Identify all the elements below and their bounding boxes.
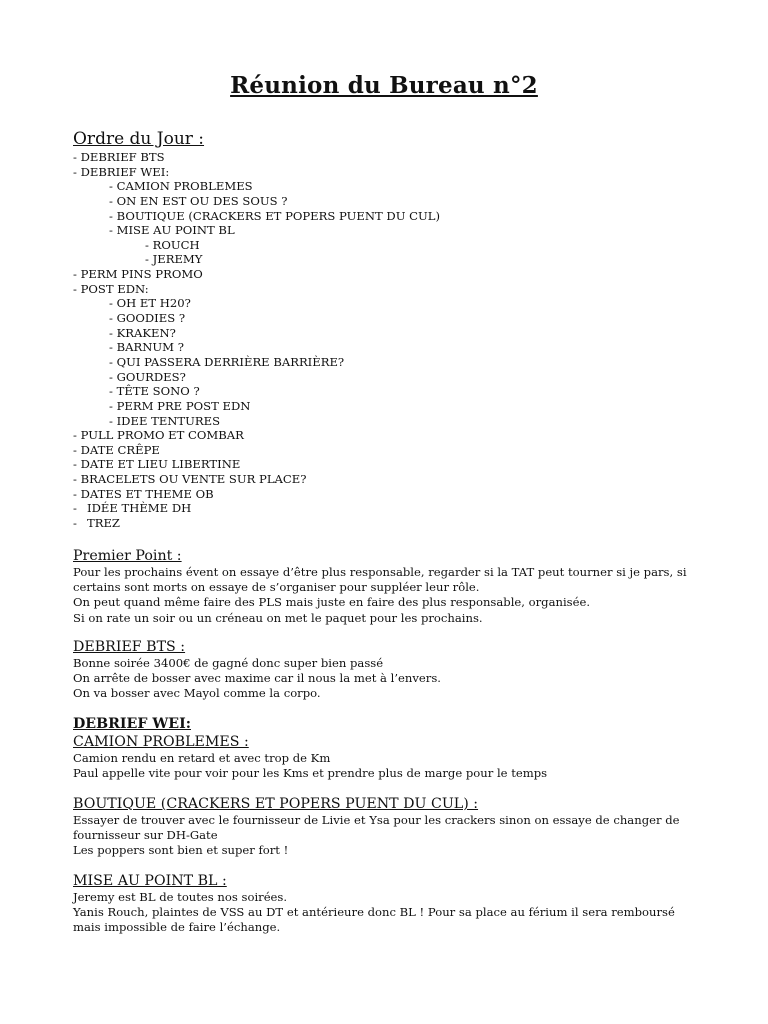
agenda-item: - GOURDES? bbox=[109, 369, 186, 384]
section-paragraph: Si on rate un soir ou un créneau on met le paquet pour les prochains. bbox=[73, 610, 483, 625]
agenda-item: - POST EDN: bbox=[73, 281, 149, 296]
agenda-item: - PULL PROMO ET COMBAR bbox=[73, 428, 244, 443]
agenda-list bbox=[73, 150, 440, 531]
agenda-item bbox=[73, 516, 440, 531]
agenda-item: - DATE CRÊPE bbox=[73, 442, 160, 457]
section-paragraph: Les poppers sont bien et super fort ! bbox=[73, 843, 289, 858]
bullet-dash: - bbox=[73, 516, 77, 531]
agenda-item: - TÊTE SONO ? bbox=[109, 384, 200, 399]
section-heading: DEBRIEF BTS : bbox=[73, 639, 186, 655]
agenda-item: - QUI PASSERA DERRIÈRE BARRIÈRE? bbox=[109, 354, 345, 369]
agenda-item: - DEBRIEF BTS bbox=[73, 150, 165, 164]
section-debrief-wei bbox=[73, 716, 693, 781]
agenda-item: - MISE AU POINT BL bbox=[109, 223, 235, 238]
section-heading: Premier Point : bbox=[73, 548, 182, 564]
agenda-item: - BARNUM ? bbox=[109, 340, 184, 355]
section-paragraph: Essayer de trouver avec le fournisseur de Livie et Ysa pour les crackers sinon on essaye de changer de fournisseur sur DH-Gate bbox=[73, 813, 680, 843]
section-debrief-bts bbox=[73, 639, 693, 702]
agenda-item: - DATE ET LIEU LIBERTINE bbox=[73, 457, 241, 472]
agenda-item: - BOUTIQUE (CRACKERS ET POPERS PUENT DU CUL) bbox=[109, 208, 441, 223]
agenda-item: - ROUCH bbox=[145, 237, 200, 252]
section-subheading: CAMION PROBLEMES : bbox=[73, 734, 249, 750]
section-premier-point bbox=[73, 548, 693, 626]
agenda-item-text: TREZ bbox=[87, 516, 120, 531]
agenda-item: - DATES ET THEME OB bbox=[73, 486, 214, 501]
section-paragraph: On peut quand même faire des PLS mais juste en faire des plus responsable, organisée. bbox=[73, 595, 591, 610]
page-title: Réunion du Bureau n°2 bbox=[230, 72, 538, 99]
section-paragraph: Paul appelle vite pour voir pour les Kms et prendre plus de marge pour le temps bbox=[73, 766, 548, 781]
section-paragraph: Camion rendu en retard et avec trop de Km bbox=[73, 751, 331, 765]
agenda-item bbox=[73, 501, 440, 516]
agenda-item: - KRAKEN? bbox=[109, 325, 176, 340]
section-boutique bbox=[73, 796, 693, 859]
agenda-heading: Ordre du Jour : bbox=[73, 129, 205, 149]
section-mise-au-point-bl bbox=[73, 873, 693, 936]
agenda-item: - PERM PINS PROMO bbox=[73, 267, 203, 282]
agenda-item: - BRACELETS OU VENTE SUR PLACE? bbox=[73, 472, 307, 487]
section-paragraph: Yanis Rouch, plaintes de VSS au DT et antérieure donc BL ! Pour sa place au férium il sera remboursé mais impossible de faire l’échange. bbox=[73, 905, 675, 935]
agenda-item: - OH ET H20? bbox=[109, 296, 191, 311]
agenda-item-text: IDÉE THÈME DH bbox=[87, 501, 192, 516]
bullet-dash: - bbox=[73, 501, 77, 516]
section-paragraph: Jeremy est BL de toutes nos soirées. bbox=[73, 890, 288, 904]
agenda-item: - JEREMY bbox=[145, 252, 203, 267]
section-heading: DEBRIEF WEI: bbox=[73, 716, 191, 732]
agenda-item: - GOODIES ? bbox=[109, 311, 186, 326]
section-heading: MISE AU POINT BL : bbox=[73, 873, 227, 889]
section-paragraph: On va bosser avec Mayol comme la corpo. bbox=[73, 686, 321, 701]
section-heading: BOUTIQUE (CRACKERS ET POPERS PUENT DU CUL) : bbox=[73, 796, 479, 812]
section-paragraph: On arrête de bosser avec maxime car il nous la met à l’envers. bbox=[73, 671, 441, 686]
agenda-item: - PERM PRE POST EDN bbox=[109, 398, 251, 413]
agenda-item: - IDEE TENTURES bbox=[109, 413, 221, 428]
agenda-item: - ON EN EST OU DES SOUS ? bbox=[109, 193, 288, 208]
agenda-item: - DEBRIEF WEI: bbox=[73, 164, 170, 179]
section-paragraph: Bonne soirée 3400€ de gagné donc super bien passé bbox=[73, 656, 384, 670]
agenda-item: - CAMION PROBLEMES bbox=[109, 179, 253, 194]
section-paragraph: Pour les prochains évent on essaye d’être plus responsable, regarder si la TAT peut tourner si je pars, si certains sont morts on essaye de s’organiser pour suppléer leur rôle. bbox=[73, 565, 687, 595]
